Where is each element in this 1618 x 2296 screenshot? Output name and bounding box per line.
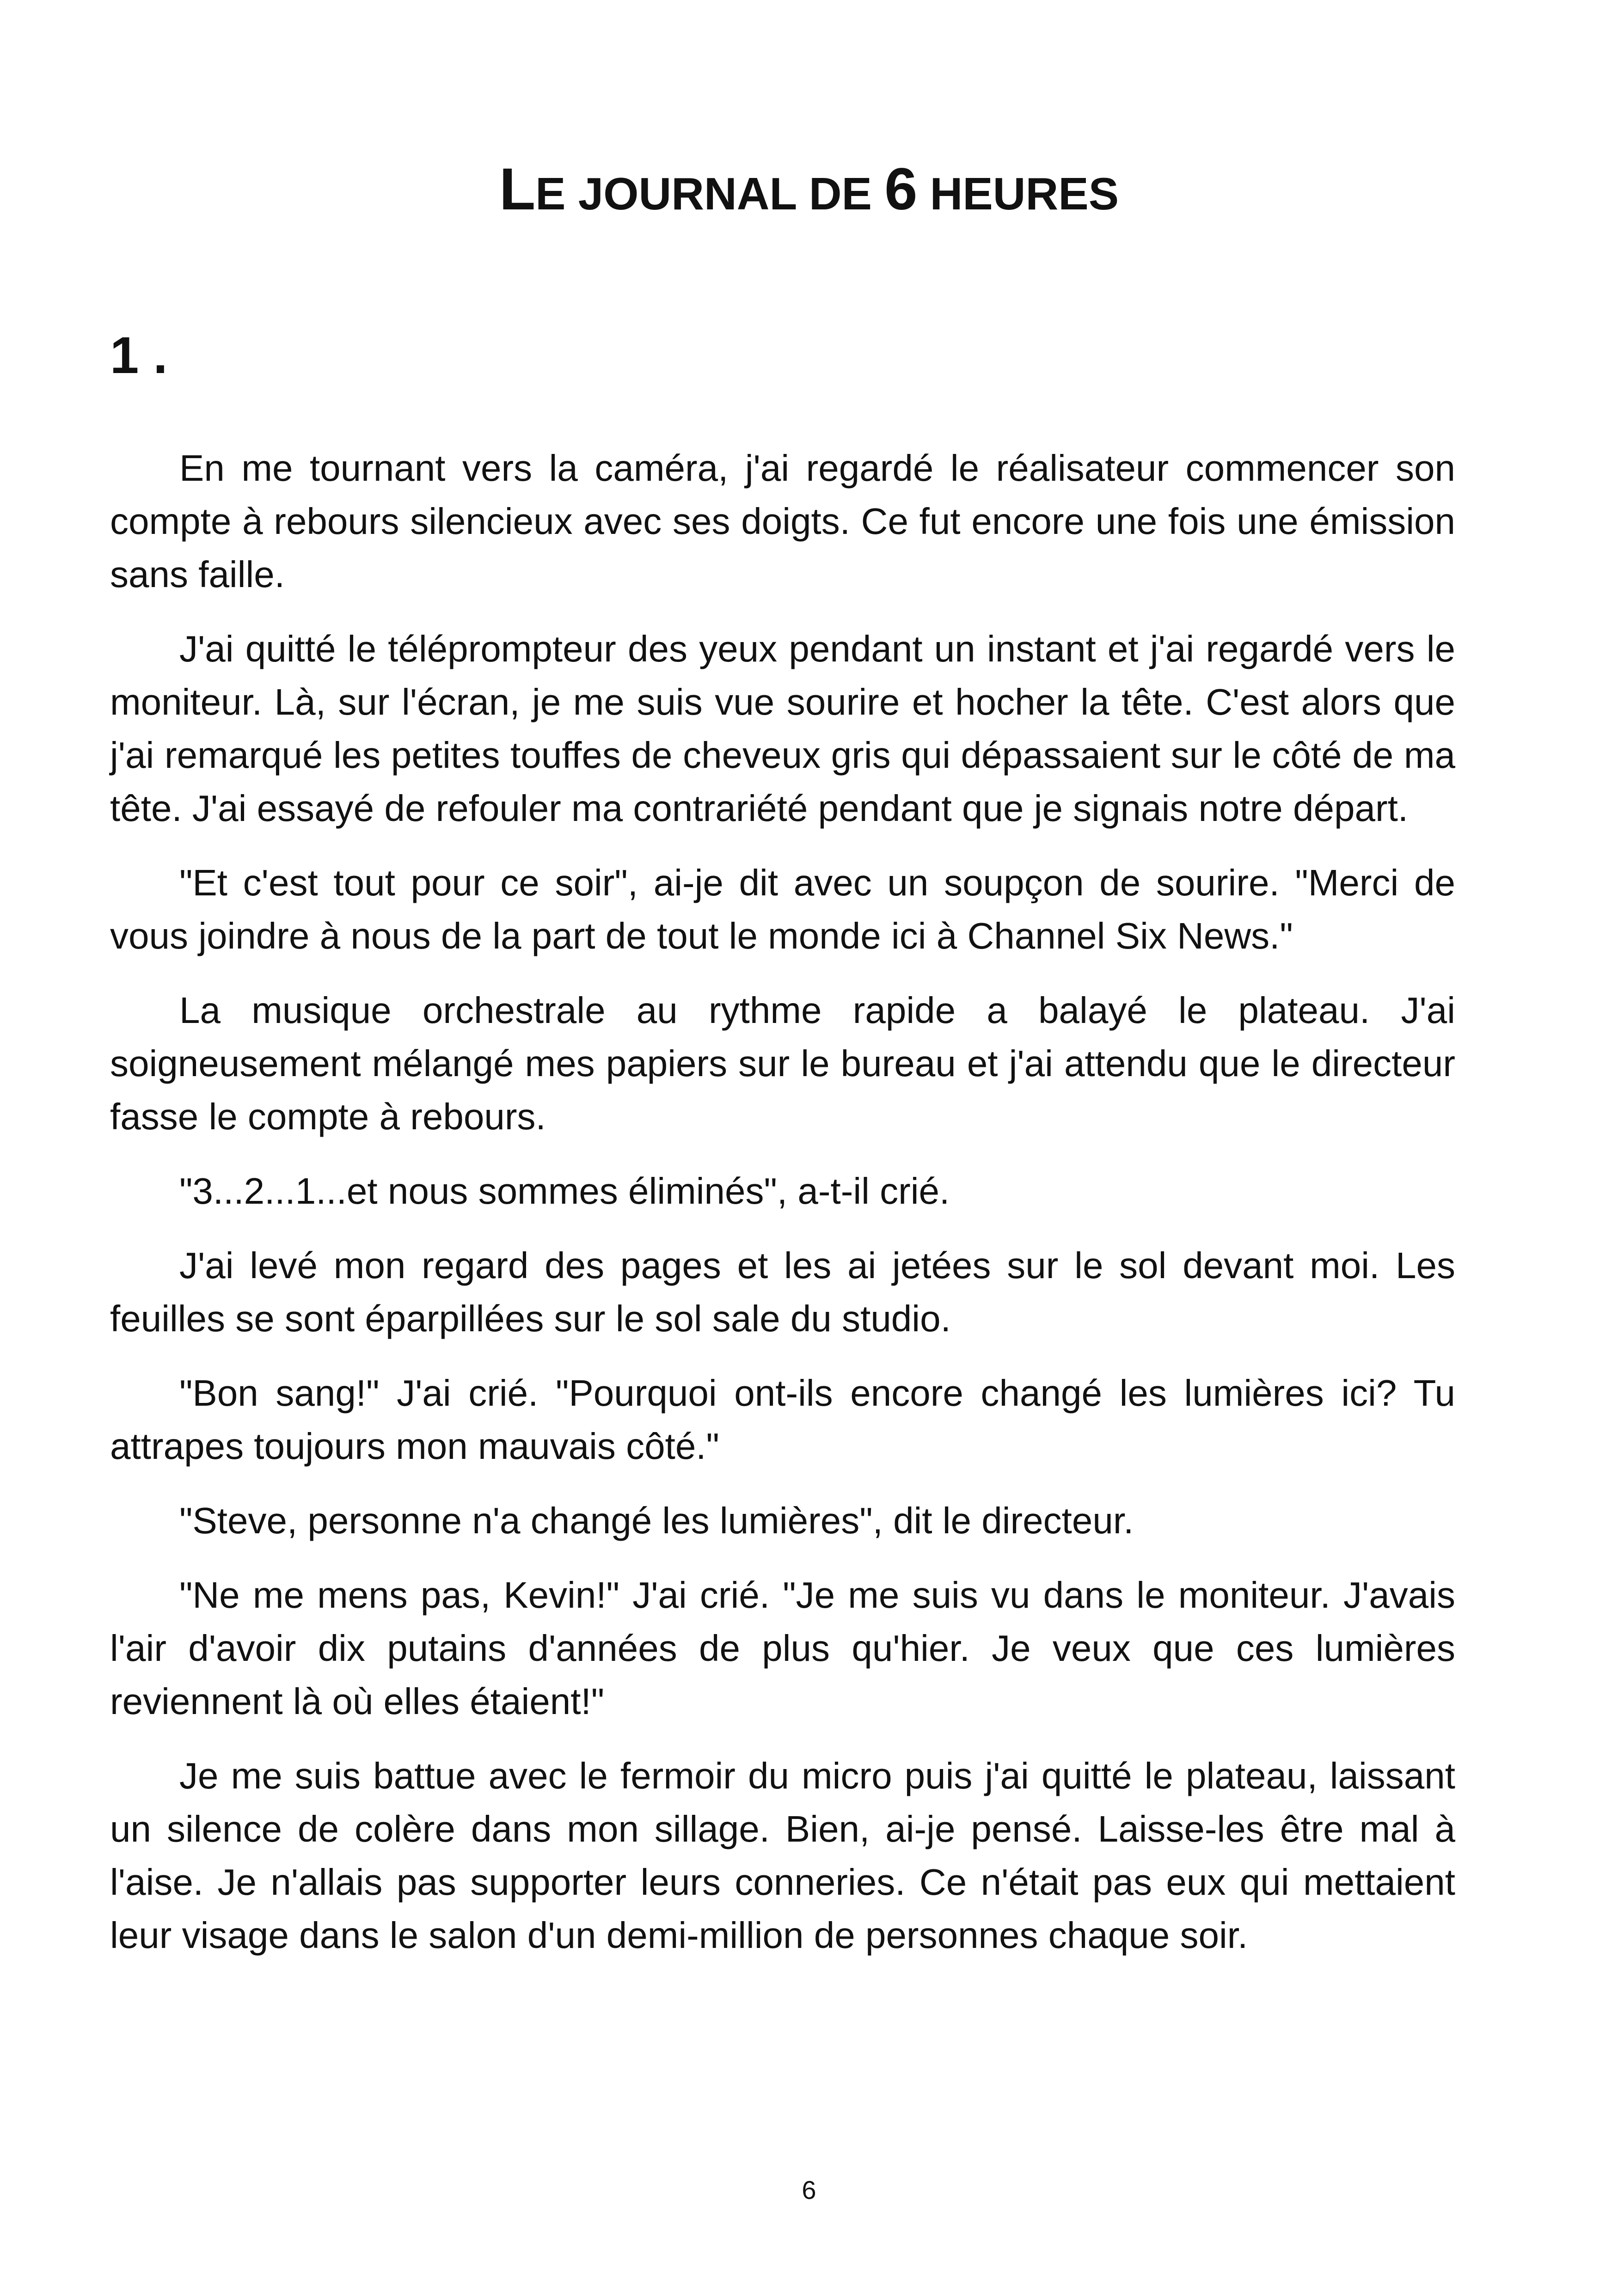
paragraph: En me tournant vers la caméra, j'ai regardé le réalisateur commencer son compte à rebours silencieux avec ses doigts. Ce fut encore une fois une émission sans faille. [110, 447, 1455, 595]
paragraph: "3...2...1...et nous sommes éliminés", a-t-il crié. [179, 1170, 950, 1212]
paragraph: "Et c'est tout pour ce soir", ai-je dit avec un soupçon de sourire. "Merci de vous joindre à nous de la part de tout le monde ici à Channel Six News." [110, 862, 1455, 956]
title-number: 6 [884, 156, 918, 223]
page-number: 6 [802, 2175, 816, 2204]
title-initial: L [499, 156, 536, 223]
paragraph: J'ai quitté le téléprompteur des yeux pendant un instant et j'ai regardé vers le moniteur. Là, sur l'écran, je me suis vue sourire et hocher la tête. C'est alors que j'ai remarqué les petites touffes de cheveux gris qui dépassaient sur le côté de ma tête. J'ai essayé de refouler ma contrariété pendant que je signais notre départ. [110, 628, 1455, 829]
paragraph: "Bon sang!" J'ai crié. "Pourquoi ont-ils encore changé les lumières ici? Tu attrapes toujours mon mauvais côté." [110, 1372, 1455, 1467]
page-title [0, 154, 1618, 225]
paragraph: "Steve, personne n'a changé les lumières", dit le directeur. [179, 1500, 1134, 1541]
chapter-number: 1 . [110, 326, 168, 384]
title-part-2: HEURES [917, 168, 1119, 220]
paragraph: La musique orchestrale au rythme rapide a balayé le plateau. J'ai soigneusement mélangé mes papiers sur le bureau et j'ai attendu que le directeur fasse le compte à rebours. [110, 990, 1455, 1137]
title-part-1: E JOURNAL DE [535, 168, 885, 220]
paragraph: J'ai levé mon regard des pages et les ai jetées sur le sol devant moi. Les feuilles se sont éparpillées sur le sol sale du studio. [110, 1245, 1455, 1339]
paragraph: Je me suis battue avec le fermoir du micro puis j'ai quitté le plateau, laissant un silence de colère dans mon sillage. Bien, ai-je pensé. Laisse-les être mal à l'aise. Je n'allais pas supporter leurs conneries. Ce n'était pas eux qui mettaient leur visage dans le salon d'un demi-million de personnes chaque soir. [110, 1755, 1455, 1956]
body-text [110, 441, 1455, 1983]
paragraph: "Ne me mens pas, Kevin!" J'ai crié. "Je me suis vu dans le moniteur. J'avais l'air d'avoir dix putains d'années de plus qu'hier. Je veux que ces lumières reviennent là où elles étaient!" [110, 1574, 1455, 1722]
